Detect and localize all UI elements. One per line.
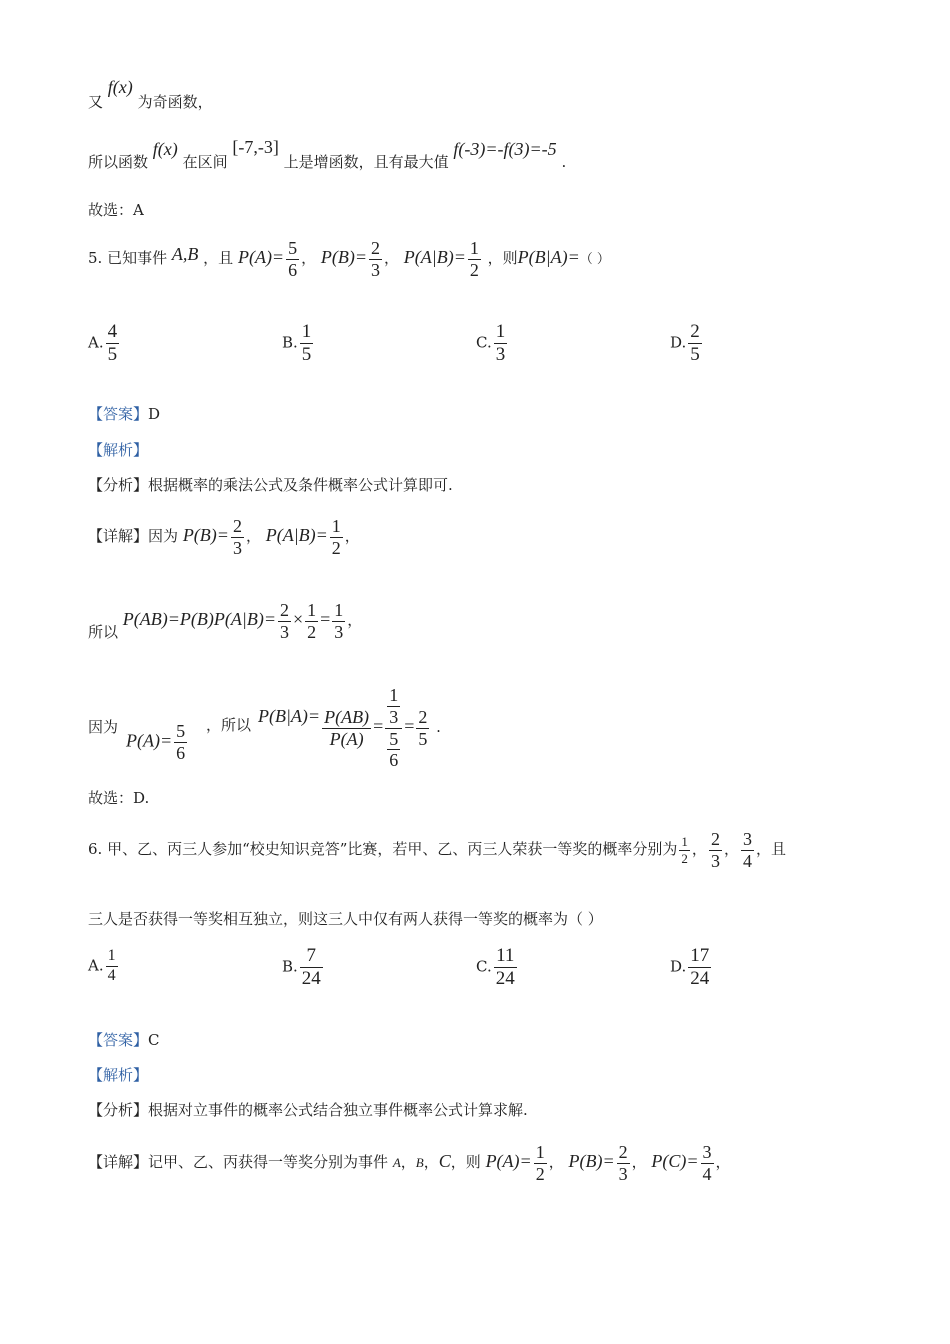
option-fraction <box>494 322 508 365</box>
denominator: 6 <box>389 750 399 771</box>
fenxi-text: 根据对立事件的概率公式结合独立事件概率公式计算求解. <box>148 1101 528 1119</box>
numerator: 1 <box>334 599 344 620</box>
q5-paren: （ ） <box>579 252 610 267</box>
compound-bottom <box>385 729 402 771</box>
line-odd-function <box>88 77 213 111</box>
denominator: 3 <box>495 343 506 365</box>
pba-expression: P(B|A)= $\frac{P(AB)}{P(A)}$ = $\frac{\frac{1}{3}}{\frac{5}{6}}$ = $\frac{2}{5}$ . <box>258 684 441 771</box>
q6-pb-label: P(B)= <box>568 1151 615 1171</box>
so2-label: 所以 <box>221 716 252 734</box>
denominator: 3 <box>334 621 344 642</box>
numerator: 1 <box>495 321 506 342</box>
text-interval-label: 在区间 <box>182 153 228 171</box>
option-fraction <box>300 946 323 989</box>
fenxi-text: 根据概率的乘法公式及条件概率公式计算即可. <box>148 476 453 494</box>
denominator: 3 <box>232 537 242 558</box>
q6-fenxi <box>88 1103 528 1118</box>
numerator: 3 <box>742 828 752 849</box>
q6-p1-fraction <box>679 835 690 865</box>
q5-analysis-tag: 【解析】 <box>88 441 149 459</box>
pa2-label: P(A)= <box>126 730 173 751</box>
denominator: 3 <box>618 1163 628 1184</box>
numerator: P(AB) <box>324 706 370 727</box>
q5-option-c <box>476 322 509 365</box>
numerator: 2 <box>618 1141 628 1162</box>
q5-option-a <box>88 322 121 365</box>
times-sign: × <box>292 609 304 629</box>
q6-pa-fraction <box>534 1143 547 1184</box>
option-label: B. <box>282 957 298 976</box>
option-label: D. <box>670 333 687 352</box>
denominator: 2 <box>307 621 317 642</box>
pba-label: P(B|A)= <box>258 706 321 726</box>
detail-pb-fraction <box>231 517 244 558</box>
option-fraction <box>688 322 702 365</box>
line-increasing <box>88 137 567 171</box>
so-text: 所以 <box>88 623 119 641</box>
text-post: 为奇函数， <box>137 93 213 111</box>
option-label: C. <box>476 333 492 352</box>
q6-line2: 三人是否获得一等奖相互独立，则这三人中仅有两人获得一等奖的概率为（ ） <box>88 910 603 928</box>
bottom-fraction <box>387 730 400 771</box>
option-fraction <box>106 948 118 985</box>
numerator: 1 <box>389 684 399 705</box>
numerator: 1 <box>535 1141 545 1162</box>
so2-text: ，所以 <box>206 716 252 734</box>
pab-expression: P(AB)=P(B)P(A|B)= <box>122 609 276 629</box>
denominator: 3 <box>370 259 380 280</box>
numerator: 5 <box>288 237 298 258</box>
q5-option-b <box>282 322 315 365</box>
numerator: 4 <box>107 321 118 342</box>
denominator: 3 <box>279 621 289 642</box>
option-fraction <box>106 322 120 365</box>
compound-fraction <box>385 686 402 771</box>
question-5-stem: 5. 已知事件 A,B ，且 P(A)= $\frac{5}{6}$ ， P(B)= $\frac{2}{3}$ ， P(A|B)= $\frac{1}{2}$ ，则P(B|A)=（ ） <box>88 237 610 280</box>
numerator: 1 <box>307 599 317 620</box>
option-fraction <box>494 946 517 989</box>
result-fraction <box>416 708 429 749</box>
numerator: 11 <box>494 946 517 968</box>
q6-p3-fraction <box>741 830 754 871</box>
denominator: 4 <box>742 850 752 871</box>
option-label: B. <box>282 333 298 352</box>
pa2-fraction <box>174 722 187 763</box>
q5-so-line: 所以 P(AB)=P(B)P(A|B)= $\frac{2}{3}$ × $\frac{1}{2}$ = $\frac{1}{3}$ ， <box>88 599 363 642</box>
text-then: ，则 <box>450 1153 481 1171</box>
denominator: 5 <box>107 343 118 365</box>
numerator: 7 <box>300 946 323 968</box>
question-6-stem: 6. 甲、乙、丙三人参加“校史知识竞答”比赛，若甲、乙、丙三人荣获一等奖的概率分别为 $\frac{1}{2}$ ， $\frac{2}{3}$ ， $\frac{3}{4}$ ，且 <box>88 828 786 871</box>
q5-pab-fraction <box>468 239 481 280</box>
q6-option-c <box>476 946 519 989</box>
denominator: 2 <box>331 537 341 558</box>
detail-tag: 【详解】 <box>88 527 149 545</box>
q6-pc-fraction <box>701 1143 714 1184</box>
denominator: 2 <box>681 850 688 866</box>
detail-pab-fraction <box>330 517 343 558</box>
event-b: B <box>415 1155 424 1170</box>
q6-answer <box>88 1033 160 1048</box>
event-c: C <box>438 1151 451 1171</box>
denominator: 24 <box>690 967 710 989</box>
numerator: 3 <box>702 1141 712 1162</box>
q5-pab-label: P(A|B)= <box>403 247 466 267</box>
answer-value: D <box>148 405 161 423</box>
denominator: 3 <box>389 706 399 727</box>
q5-detail: 【详解】因为 P(B)= $\frac{2}{3}$ ， P(A|B)= $\frac{1}{2}$ ， <box>88 515 360 558</box>
q5-ask: P(B|A)= <box>517 247 580 267</box>
q5-final: 故选：D. <box>88 789 150 807</box>
q5-pa-label: P(A)= <box>237 247 285 267</box>
option-fraction <box>300 322 314 365</box>
numerator: 1 <box>469 237 479 258</box>
q5-events: A,B <box>171 244 199 264</box>
equals-sign: = <box>404 716 415 736</box>
denominator: 5 <box>690 343 700 365</box>
numerator: 2 <box>232 515 242 536</box>
q5-number: 5. 已知事件 <box>88 249 168 267</box>
option-label: C. <box>476 957 492 976</box>
denominator: 2 <box>535 1163 545 1184</box>
numerator: 1 <box>681 833 688 849</box>
q6-option-a <box>88 948 120 985</box>
numerator: 5 <box>176 721 186 741</box>
q6-option-d <box>670 946 713 989</box>
q5-text-and: ，且 <box>203 249 234 267</box>
text-max-label: 上是增函数，且有最大值 <box>283 153 449 171</box>
q5-text-then: ，则 <box>487 249 518 267</box>
compound-top <box>385 686 402 729</box>
formula-interval: [-7,-3] <box>232 137 279 157</box>
denominator: 2 <box>469 259 479 280</box>
equals-sign: = <box>373 716 384 736</box>
option-label: A. <box>88 956 104 975</box>
formula-fx: f(x) <box>107 77 133 97</box>
numerator: 2 <box>370 237 380 258</box>
denominator: 5 <box>418 728 428 749</box>
denominator: 5 <box>301 343 312 365</box>
answer-value: C <box>148 1031 160 1049</box>
denominator: 24 <box>495 967 515 989</box>
text-pre: 又 <box>88 93 104 111</box>
text-pre: 所以函数 <box>88 153 149 171</box>
numerator: 1 <box>331 515 341 536</box>
option-label: D. <box>670 957 687 976</box>
fenxi-tag: 【分析】 <box>88 1101 149 1119</box>
numerator: 2 <box>690 321 700 342</box>
denominator: 4 <box>107 966 116 984</box>
numerator: 5 <box>389 728 399 749</box>
q5-answer <box>88 407 160 422</box>
q6-line1: 6. 甲、乙、丙三人参加“校史知识竞答”比赛，若甲、乙、丙三人荣获一等奖的概率分别为 <box>88 840 678 858</box>
denominator: 4 <box>702 1163 712 1184</box>
numerator: 2 <box>418 706 428 727</box>
q5-pb-label: P(B)= <box>320 247 367 267</box>
denominator: P(A) <box>329 728 364 749</box>
option-fraction <box>688 946 711 989</box>
big-fraction <box>322 708 371 749</box>
detail-pre: 因为 <box>148 527 179 545</box>
q5-fenxi <box>88 478 453 493</box>
fraction-2 <box>305 601 318 642</box>
fraction-3 <box>332 601 345 642</box>
q6-pc-label: P(C)= <box>651 1151 699 1171</box>
denominator: 6 <box>288 259 298 280</box>
answer-tag: 【答案】 <box>88 405 149 423</box>
detail-pb-label: P(B)= <box>182 525 229 545</box>
numerator: 17 <box>690 945 710 966</box>
choice-line-a: 故选：A <box>88 201 144 219</box>
q5-pb-fraction <box>369 239 382 280</box>
because-text: 因为 <box>88 718 119 736</box>
answer-tag: 【答案】 <box>88 1031 149 1049</box>
fraction-1 <box>278 601 291 642</box>
formula-fx: f(x) <box>152 139 178 159</box>
q5-pa-fraction <box>286 239 299 280</box>
numerator: 1 <box>106 948 118 967</box>
top-fraction <box>387 686 400 727</box>
pa2-expression <box>126 722 189 763</box>
detail-pab-label: P(A|B)= <box>265 525 328 545</box>
numerator: 2 <box>279 599 289 620</box>
q6-option-b <box>282 946 325 989</box>
q6-p2-fraction <box>709 830 722 871</box>
denominator: 3 <box>710 850 720 871</box>
detail-tag: 【详解】 <box>88 1153 149 1171</box>
q5-option-d <box>670 322 704 365</box>
event-a: A <box>392 1155 401 1170</box>
denominator: 6 <box>176 742 186 763</box>
option-label: A. <box>88 333 104 352</box>
q6-detail: 【详解】记甲、乙、丙获得一等奖分别为事件 A，B，C，则 P(A)= $\frac{1}{2}$ ， P(B)= $\frac{2}{3}$ ， P(C)= $\frac{3}{4}$ ， <box>88 1141 731 1184</box>
q6-pa-label: P(A)= <box>485 1151 532 1171</box>
q6-text-and: ，且 <box>755 840 786 858</box>
equals-sign: = <box>320 609 331 629</box>
denominator: 24 <box>301 967 321 989</box>
q6-pb-fraction <box>617 1143 630 1184</box>
q6-analysis-tag: 【解析】 <box>88 1066 149 1084</box>
text-period: . <box>561 153 567 171</box>
fenxi-tag: 【分析】 <box>88 476 149 494</box>
numerator: 2 <box>710 828 720 849</box>
formula-max: f(-3)=-f(3)=-5 <box>453 139 557 159</box>
detail-pre: 记甲、乙、丙获得一等奖分别为事件 <box>148 1153 389 1171</box>
numerator: 1 <box>301 321 312 342</box>
